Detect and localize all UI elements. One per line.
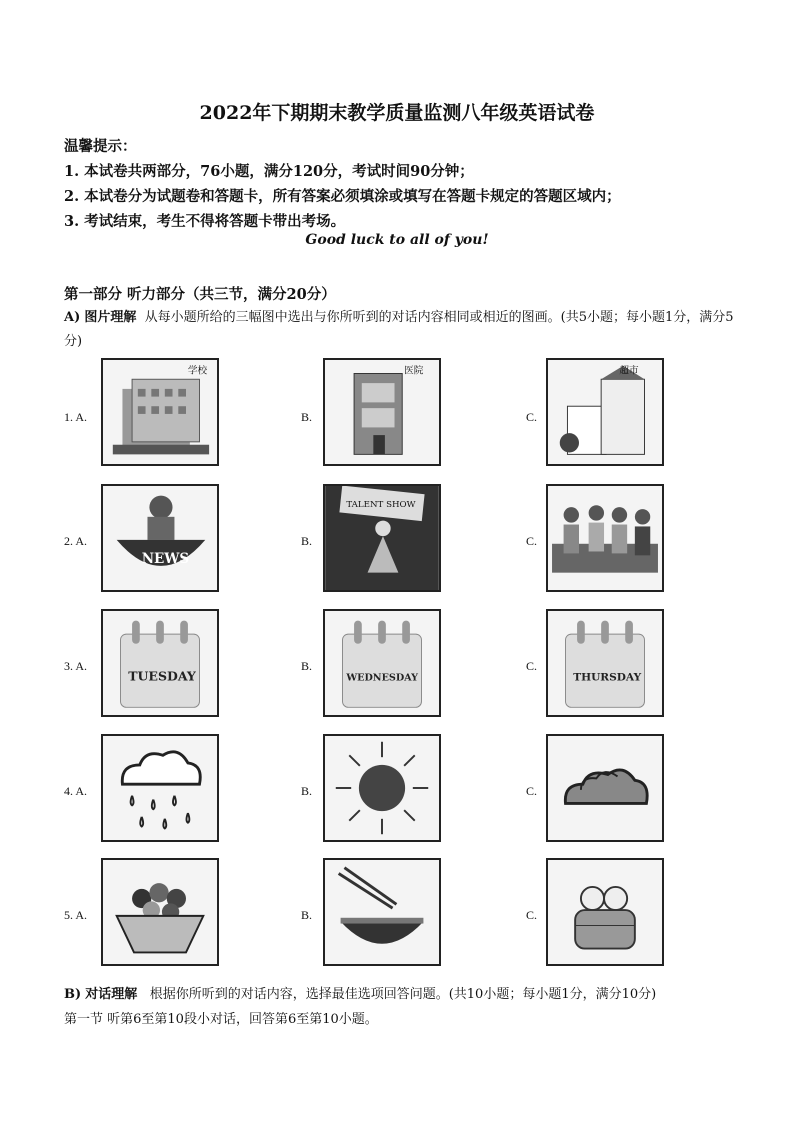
option-label-c: C. <box>526 908 538 922</box>
option-label-c: C. <box>526 784 538 798</box>
calendar-day: THURSDAY <box>573 671 642 684</box>
talent-show-banner: TALENT SHOW <box>346 500 416 511</box>
school-sign: 学校 <box>187 365 208 377</box>
subsection-instructions: 第一节 听第6至第10段小对话，回答第6至第10小题。 <box>64 1012 378 1027</box>
supermarket-picture <box>546 358 664 466</box>
calendar-wednesday-picture <box>323 609 441 717</box>
hospital-picture <box>323 358 441 466</box>
option-label-a: 1. A. <box>64 410 88 424</box>
good-luck-line: Good luck to all of you! <box>305 232 489 248</box>
option-label-a: 3. A. <box>64 659 88 673</box>
exam-title: 2022年下期期末教学质量监测八年级英语试卷 <box>199 102 595 124</box>
option-label-c: C. <box>526 410 538 424</box>
section-b-instructions <box>64 983 656 1002</box>
tips-block <box>64 134 621 234</box>
tips-heading: 温馨提示： <box>64 138 137 155</box>
family-picture <box>546 484 664 592</box>
tip-item: 3. 考试结束，考生不得将答题卡带出考场。 <box>64 213 346 230</box>
cloudy-picture <box>546 734 664 842</box>
option-label-b: B. <box>301 908 313 922</box>
calendar-thursday-picture <box>546 609 664 717</box>
calendar-day: WEDNESDAY <box>346 672 419 684</box>
option-label-b: B. <box>301 410 313 424</box>
rain-picture <box>101 734 219 842</box>
option-label-a: 4. A. <box>64 784 88 798</box>
tip-item: 2. 本试卷分为试题卷和答题卡，所有答案必须填涂或填写在答题卡规定的答题区域内； <box>64 188 621 205</box>
option-label-c: C. <box>526 534 538 548</box>
part-one-heading: 第一部分 听力部分（共三节，满分20分） <box>64 286 336 303</box>
fruit-salad-picture <box>101 858 219 966</box>
section-a-instructions <box>64 306 744 354</box>
news-picture <box>101 484 219 592</box>
option-label-b: B. <box>301 534 313 548</box>
option-label-c: C. <box>526 659 538 673</box>
option-label-a: 2. A. <box>64 534 88 548</box>
supermarket-sign: 超市 <box>619 365 639 377</box>
school-picture <box>101 358 219 466</box>
section-a-title: 图片理解 <box>84 310 137 325</box>
question-row-4 <box>0 734 794 849</box>
question-row-3 <box>0 609 794 724</box>
question-row-1 <box>0 358 794 473</box>
option-label-a: 5. A. <box>64 908 88 922</box>
talent-show-picture <box>323 484 441 592</box>
news-text: NEWS <box>141 551 190 568</box>
section-a-text: 从每小题所给的三幅图中选出与你所听到的对话内容相同或相近的图画。(共5小题；每小题1分，满分5分) <box>64 310 734 349</box>
steamed-buns-picture <box>546 858 664 966</box>
section-a-label: A) <box>64 310 81 325</box>
section-b-text: 根据你所听到的对话内容，选择最佳选项回答问题。(共10小题；每小题1分，满分10分) <box>149 987 657 1002</box>
option-label-b: B. <box>301 659 313 673</box>
tip-item: 1. 本试卷共两部分，76小题，满分120分，考试时间90分钟； <box>64 163 474 180</box>
question-row-2 <box>0 484 794 599</box>
hospital-sign: 医院 <box>404 365 424 377</box>
section-b-label: B) <box>64 987 82 1002</box>
question-row-5 <box>0 858 794 973</box>
calendar-day: TUESDAY <box>128 668 196 684</box>
option-label-b: B. <box>301 784 313 798</box>
calendar-tuesday-picture <box>101 609 219 717</box>
section-b-title: 对话理解 <box>85 987 138 1002</box>
sun-picture <box>323 734 441 842</box>
noodles-picture <box>323 858 441 966</box>
